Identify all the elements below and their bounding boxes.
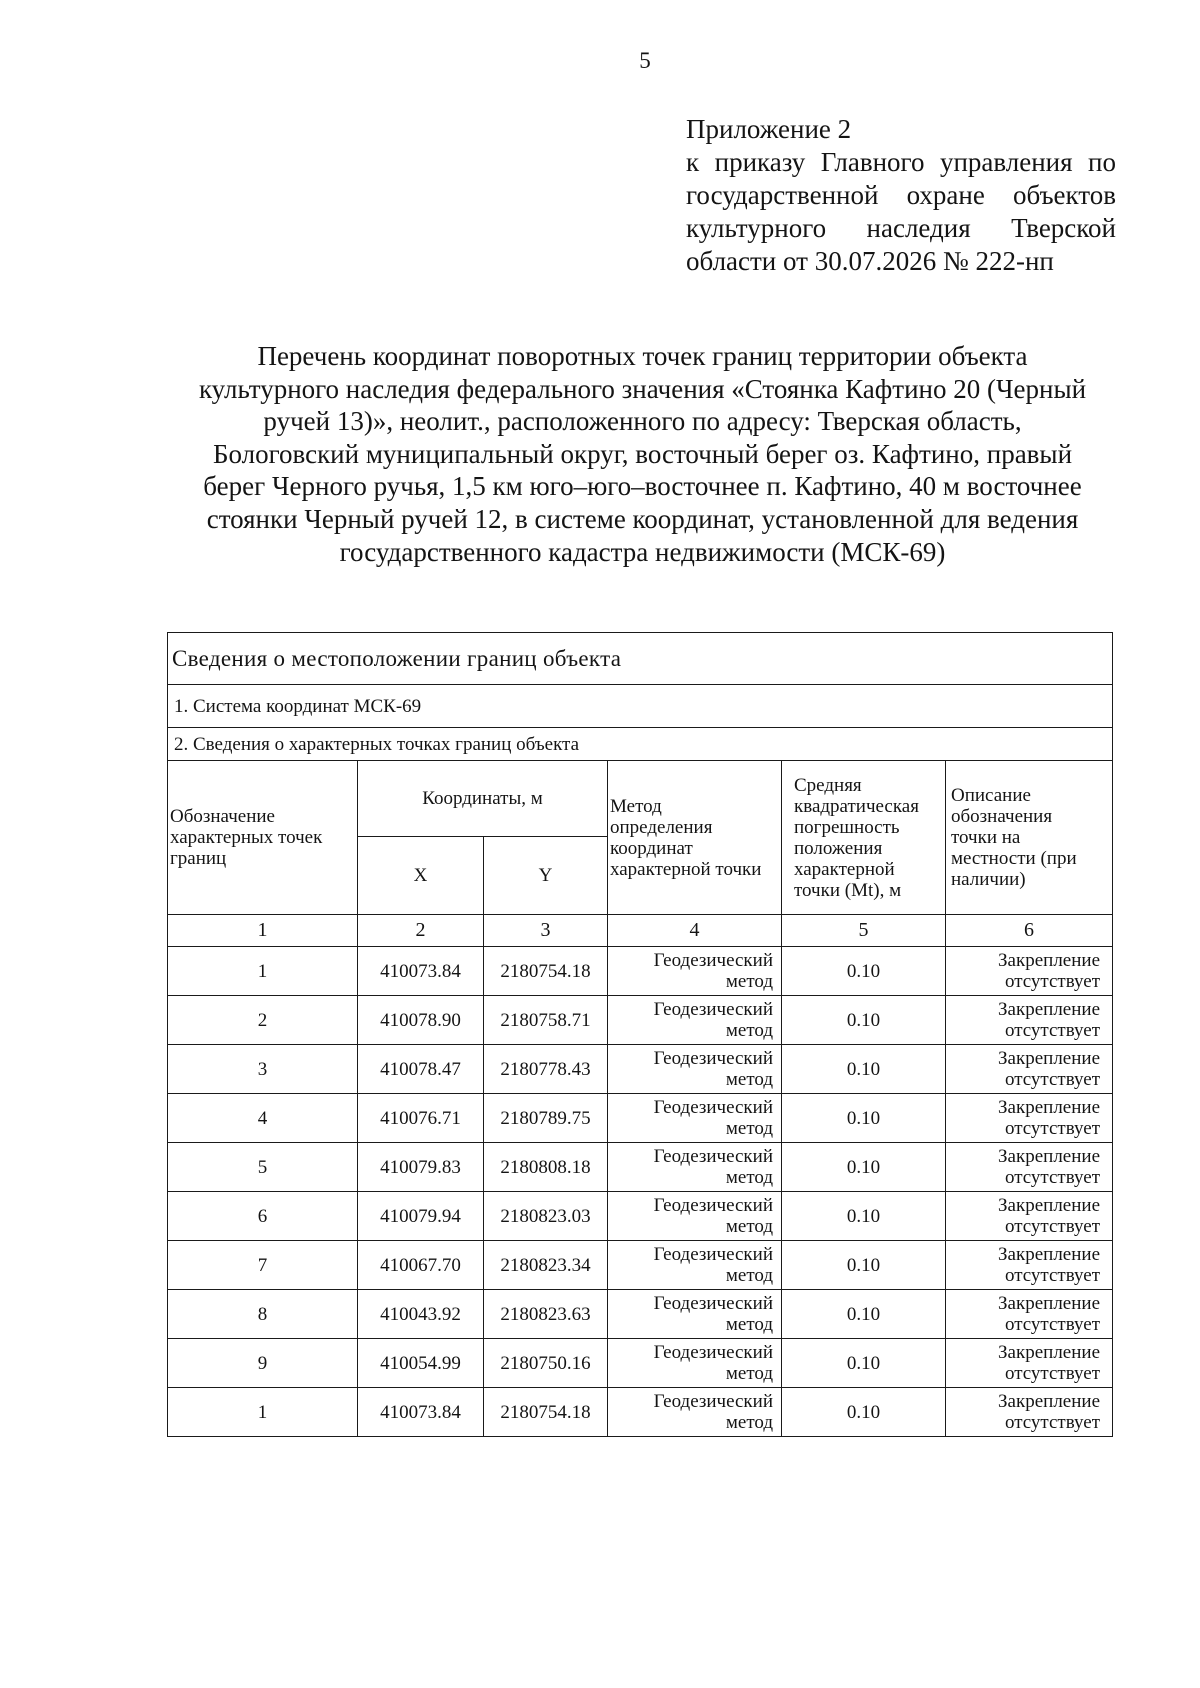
method-line: Геодезический: [653, 950, 773, 971]
method-line: метод: [725, 1412, 773, 1433]
appendix-line: государственной охране объектов: [686, 180, 1116, 210]
description-line: Закрепление: [998, 1391, 1100, 1412]
coordinate-x: 410079.83: [358, 1143, 484, 1192]
coordinate-y: 2180823.03: [484, 1192, 608, 1241]
description-line: отсутствует: [1004, 1314, 1100, 1335]
mean-square-error: 0.10: [782, 947, 946, 996]
coordinate-x: 410054.99: [358, 1339, 484, 1388]
header-line: точки (Mt), м: [794, 879, 902, 901]
header-line: обозначения: [951, 806, 1053, 827]
description-line: отсутствует: [1004, 1216, 1100, 1237]
coordinate-x: 410076.71: [358, 1094, 484, 1143]
description-line: отсутствует: [1004, 1069, 1100, 1090]
appendix-header: [686, 113, 1116, 278]
description-line: отсутствует: [1004, 1118, 1100, 1139]
header-line: Описание: [951, 785, 1031, 806]
table-row: [168, 1388, 1113, 1437]
method-line: Геодезический: [653, 1195, 773, 1216]
method-line: метод: [725, 1314, 773, 1335]
header-coordinates: Координаты, м: [358, 761, 608, 837]
determination-method: [608, 1094, 782, 1143]
header-line: характерной: [794, 858, 895, 880]
mean-square-error: 0.10: [782, 1094, 946, 1143]
point-number: 9: [168, 1339, 358, 1388]
header-line: положения: [794, 837, 883, 859]
coordinate-y: 2180808.18: [484, 1143, 608, 1192]
point-description: [946, 1143, 1113, 1192]
mean-square-error: 0.10: [782, 1241, 946, 1290]
table-section-title: Сведения о местоположении границ объекта: [168, 633, 1113, 685]
title-line: государственного кадастра недвижимости (МСК-69): [339, 536, 946, 567]
determination-method: [608, 947, 782, 996]
determination-method: [608, 1388, 782, 1437]
table-row: [168, 1290, 1113, 1339]
coordinates-table: [167, 632, 1113, 1437]
point-description: [946, 1241, 1113, 1290]
method-line: Геодезический: [653, 1048, 773, 1069]
coordinate-x: 410079.94: [358, 1192, 484, 1241]
coordinate-y: 2180823.63: [484, 1290, 608, 1339]
coordinate-x: 410067.70: [358, 1241, 484, 1290]
mean-square-error: 0.10: [782, 996, 946, 1045]
method-line: Геодезический: [653, 999, 773, 1020]
determination-method: [608, 1192, 782, 1241]
column-numbers-row: [168, 915, 1113, 947]
coordinate-x: 410073.84: [358, 947, 484, 996]
point-number: 7: [168, 1241, 358, 1290]
coordinate-y: 2180758.71: [484, 996, 608, 1045]
coordinate-y: 2180778.43: [484, 1045, 608, 1094]
method-line: Геодезический: [653, 1293, 773, 1314]
mean-square-error: 0.10: [782, 1045, 946, 1094]
header-line: характерной точки: [610, 858, 762, 880]
method-line: Геодезический: [653, 1097, 773, 1118]
column-number: 1: [168, 915, 358, 947]
method-line: Геодезический: [653, 1244, 773, 1265]
method-line: Геодезический: [653, 1146, 773, 1167]
point-description: [946, 1045, 1113, 1094]
header-line: Обозначение: [170, 806, 275, 827]
method-line: метод: [725, 1118, 773, 1139]
description-line: Закрепление: [998, 1342, 1100, 1363]
coordinate-system-row: 1. Система координат МСК-69: [168, 685, 1113, 728]
point-description: [946, 1290, 1113, 1339]
coordinate-y: 2180754.18: [484, 947, 608, 996]
coordinate-y: 2180754.18: [484, 1388, 608, 1437]
appendix-line: области от 30.07.2026 № 222-нп: [686, 246, 1054, 276]
header-x: X: [358, 837, 484, 915]
description-line: Закрепление: [998, 1048, 1100, 1069]
header-description: [946, 761, 1113, 915]
column-number: 4: [608, 915, 782, 947]
point-number: 1: [168, 947, 358, 996]
header-line: местности (при: [951, 848, 1077, 869]
table-row: [168, 947, 1113, 996]
mean-square-error: 0.10: [782, 1388, 946, 1437]
column-number: 3: [484, 915, 608, 947]
description-line: Закрепление: [998, 1146, 1100, 1167]
description-line: отсутствует: [1004, 1412, 1100, 1433]
header-y: Y: [484, 837, 608, 915]
method-line: метод: [725, 1069, 773, 1090]
method-line: метод: [725, 1020, 773, 1041]
mean-square-error: 0.10: [782, 1290, 946, 1339]
method-line: метод: [725, 1363, 773, 1384]
point-number: 1: [168, 1388, 358, 1437]
mean-square-error: 0.10: [782, 1192, 946, 1241]
header-designation: [168, 761, 358, 915]
determination-method: [608, 1339, 782, 1388]
description-line: Закрепление: [998, 1293, 1100, 1314]
coordinate-x: 410073.84: [358, 1388, 484, 1437]
characteristic-points-row: 2. Сведения о характерных точках границ объекта: [168, 728, 1113, 761]
coordinate-y: 2180789.75: [484, 1094, 608, 1143]
description-line: отсутствует: [1004, 1020, 1100, 1041]
point-description: [946, 947, 1113, 996]
point-number: 4: [168, 1094, 358, 1143]
page-number: 5: [639, 48, 651, 73]
coordinate-y: 2180823.34: [484, 1241, 608, 1290]
coordinate-y: 2180750.16: [484, 1339, 608, 1388]
description-line: Закрепление: [998, 950, 1100, 971]
method-line: метод: [725, 1265, 773, 1286]
table-row: [168, 996, 1113, 1045]
appendix-line: Приложение 2: [686, 114, 852, 144]
point-description: [946, 1388, 1113, 1437]
document-title: [160, 340, 1125, 568]
title-line: стоянки Черный ручей 12, в системе координат, установленной для ведения: [206, 503, 1079, 534]
description-line: отсутствует: [1004, 1363, 1100, 1384]
determination-method: [608, 1045, 782, 1094]
header-line: квадратическая: [794, 795, 919, 817]
description-line: Закрепление: [998, 1244, 1100, 1265]
header-line: точки на: [951, 827, 1021, 848]
point-description: [946, 1339, 1113, 1388]
point-description: [946, 996, 1113, 1045]
header-line: координат: [610, 837, 693, 859]
table-row: [168, 1143, 1113, 1192]
point-number: 2: [168, 996, 358, 1045]
title-line: Бологовский муниципальный округ, восточный берег оз. Кафтино, правый: [212, 438, 1073, 469]
point-description: [946, 1192, 1113, 1241]
mean-square-error: 0.10: [782, 1339, 946, 1388]
method-line: метод: [725, 1167, 773, 1188]
column-number: 6: [946, 915, 1113, 947]
determination-method: [608, 1143, 782, 1192]
header-line: определения: [610, 816, 713, 838]
point-number: 3: [168, 1045, 358, 1094]
table-row: [168, 1192, 1113, 1241]
determination-method: [608, 1241, 782, 1290]
mean-square-error: 0.10: [782, 1143, 946, 1192]
table-row: [168, 1339, 1113, 1388]
description-line: Закрепление: [998, 1195, 1100, 1216]
method-line: метод: [725, 971, 773, 992]
method-line: Геодезический: [653, 1342, 773, 1363]
header-line: Средняя: [794, 774, 862, 796]
title-line: культурного наследия федерального значения «Стоянка Кафтино 20 (Черный: [198, 373, 1087, 404]
determination-method: [608, 1290, 782, 1339]
header-line: погрешность: [794, 816, 900, 838]
description-line: отсутствует: [1004, 1167, 1100, 1188]
method-line: метод: [725, 1216, 773, 1237]
determination-method: [608, 996, 782, 1045]
description-line: Закрепление: [998, 1097, 1100, 1118]
description-line: отсутствует: [1004, 971, 1100, 992]
header-line: границ: [170, 848, 227, 869]
point-number: 5: [168, 1143, 358, 1192]
coordinate-x: 410078.90: [358, 996, 484, 1045]
table-row: [168, 1094, 1113, 1143]
appendix-line: культурного наследия Тверской: [686, 213, 1116, 243]
title-line: берег Черного ручья, 1,5 км юго–юго–восточнее п. Кафтино, 40 м восточнее: [203, 471, 1082, 502]
header-line: характерных точек: [170, 827, 323, 848]
column-number: 5: [782, 915, 946, 947]
description-line: отсутствует: [1004, 1265, 1100, 1286]
point-number: 8: [168, 1290, 358, 1339]
title-line: Перечень координат поворотных точек границ территории объекта: [257, 341, 1028, 371]
coordinate-x: 410043.92: [358, 1290, 484, 1339]
description-line: Закрепление: [998, 999, 1100, 1020]
table-row: [168, 1241, 1113, 1290]
appendix-line: к приказу Главного управления по: [686, 147, 1116, 177]
method-line: Геодезический: [653, 1391, 773, 1412]
title-line: ручей 13)», неолит., расположенного по адресу: Тверская область,: [263, 406, 1022, 437]
coordinate-x: 410078.47: [358, 1045, 484, 1094]
header-method: [608, 761, 782, 915]
header-error: [782, 761, 946, 915]
header-line: Метод: [610, 795, 662, 817]
header-line: наличии): [951, 869, 1026, 890]
point-number: 6: [168, 1192, 358, 1241]
table-row: [168, 1045, 1113, 1094]
point-description: [946, 1094, 1113, 1143]
column-number: 2: [358, 915, 484, 947]
